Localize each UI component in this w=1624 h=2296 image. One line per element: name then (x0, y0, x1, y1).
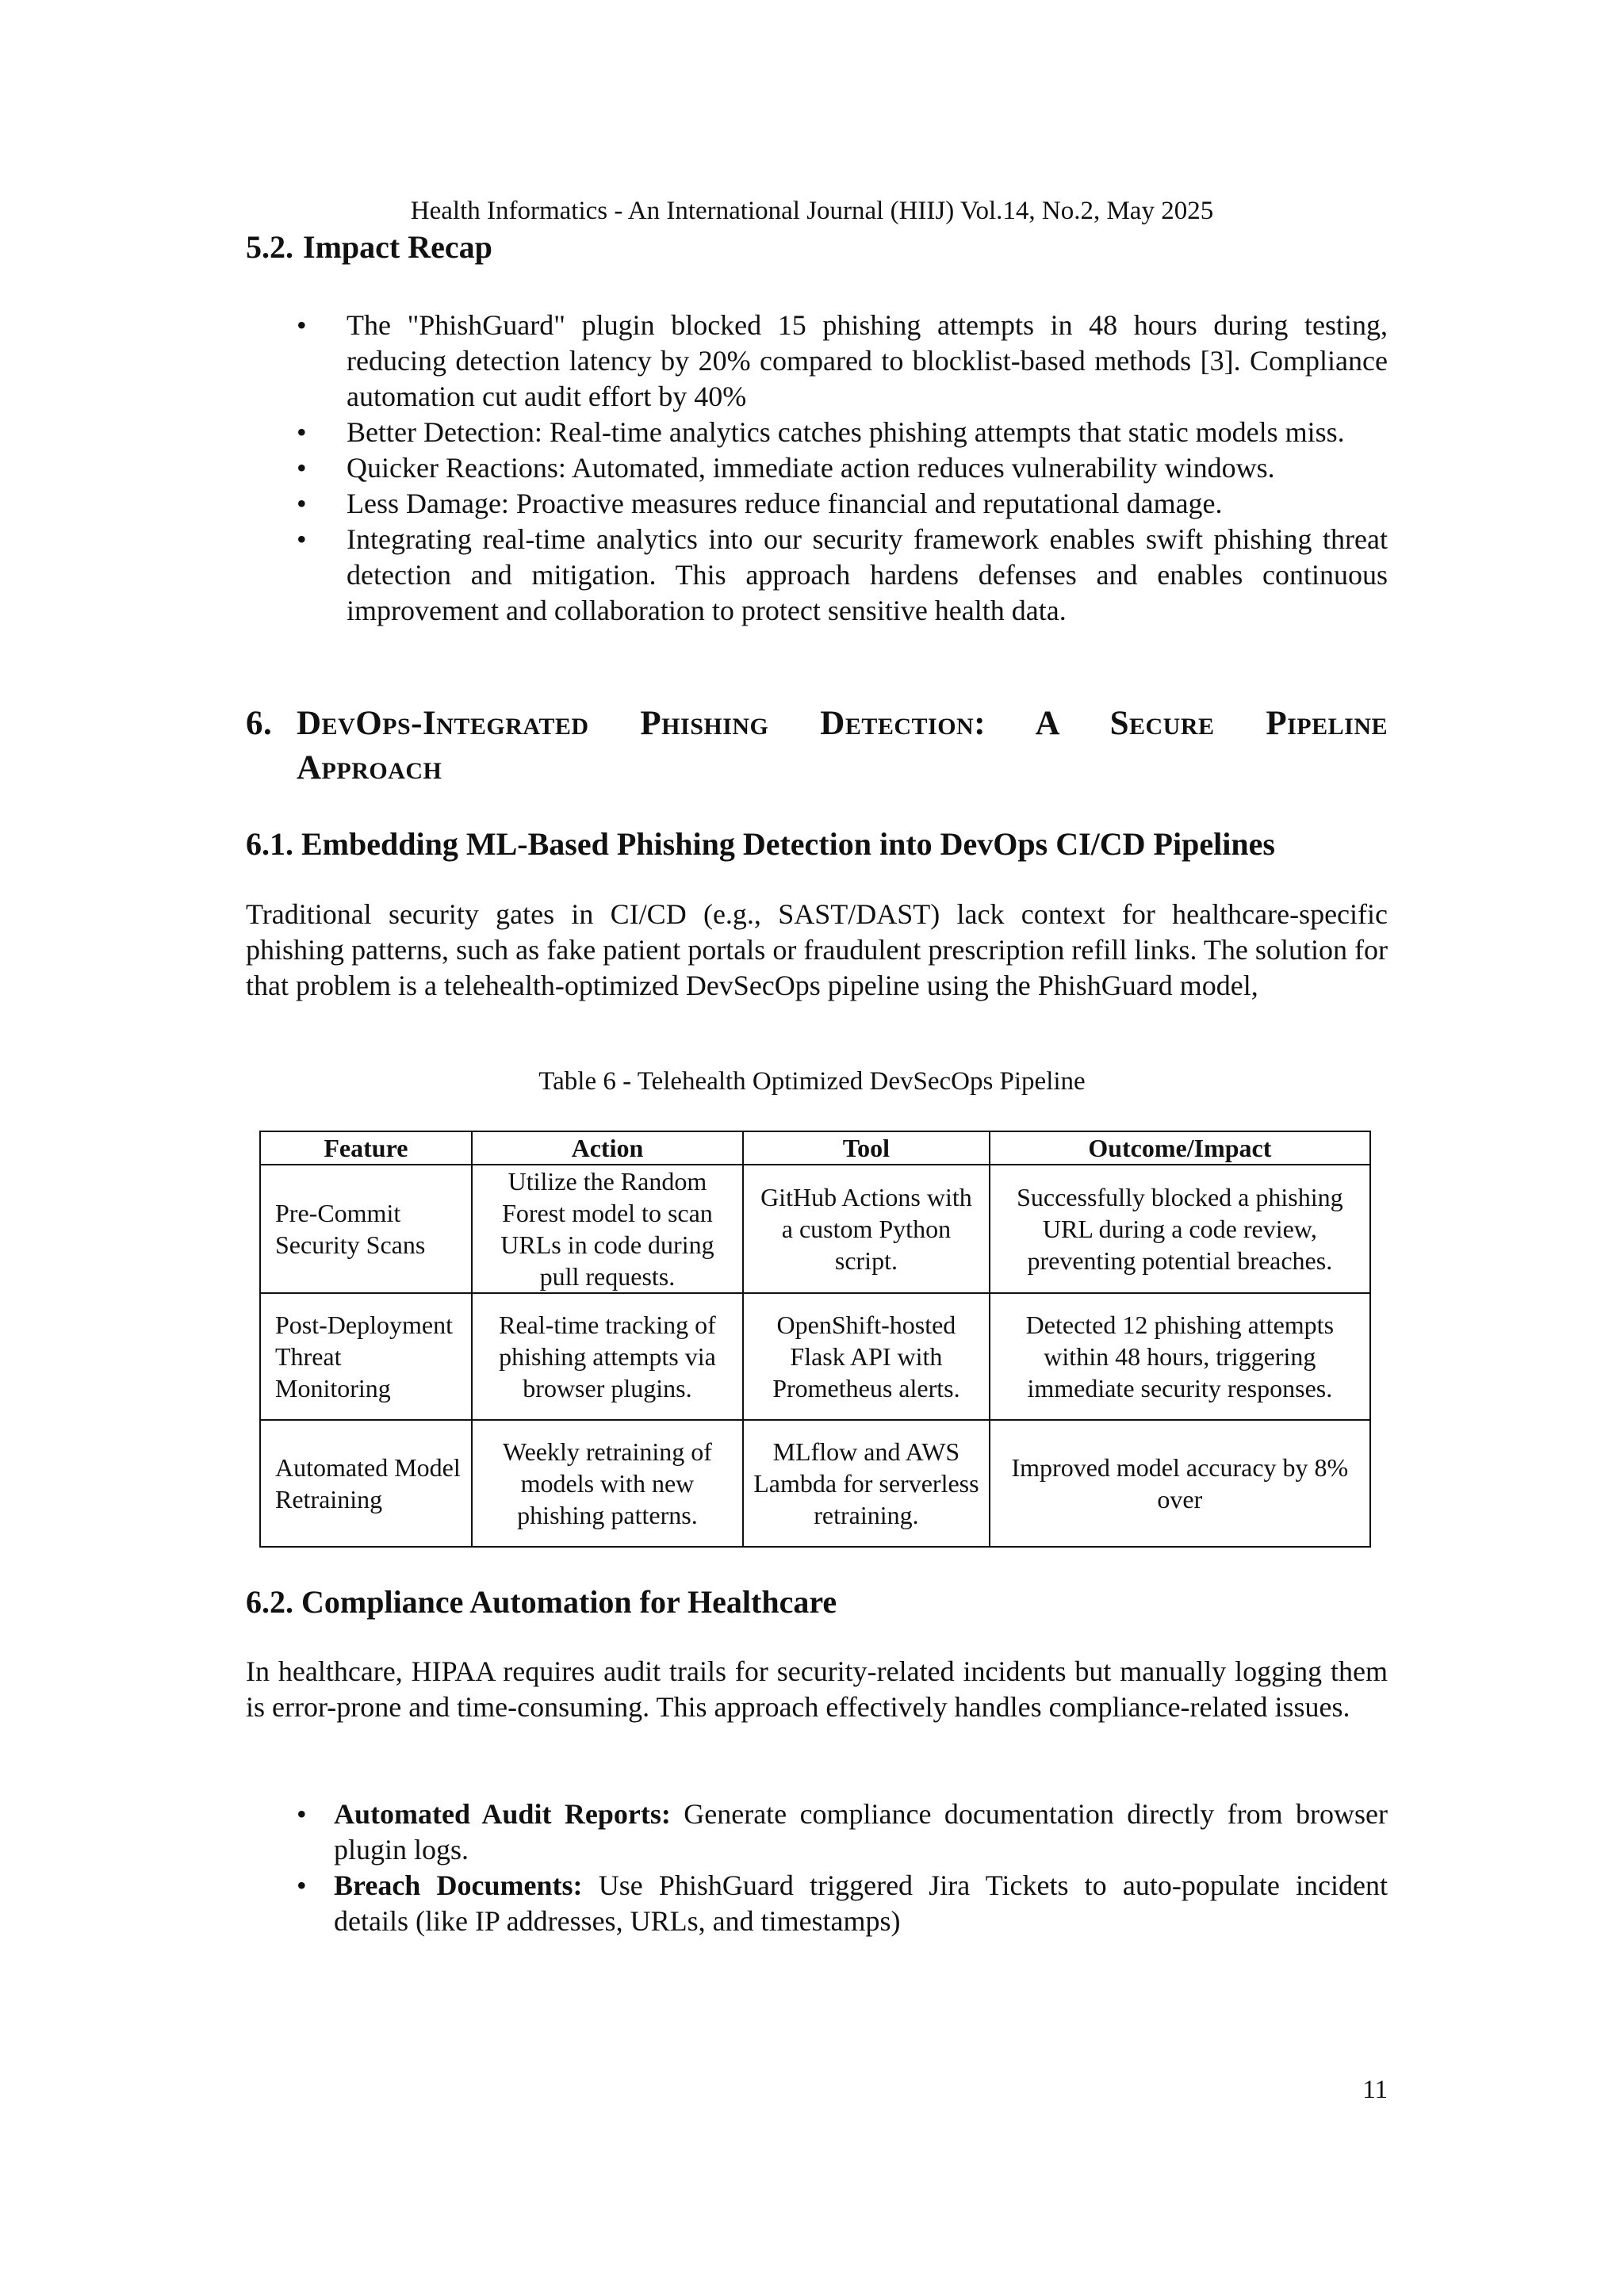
list-item: • Integrating real-time analytics into our security framework enables swift phishing threat detection and mitigation. This approach hardens defenses and enables continuous improvement and collaboration to protect sensitive health data. (297, 523, 1388, 626)
table-cell: MLflow and AWS Lambda for serverless retraining. (743, 1420, 990, 1547)
table-cell: GitHub Actions with a custom Python script. (743, 1165, 990, 1293)
table-row (260, 1293, 1370, 1420)
section-5-2-number: 5.2. (246, 229, 293, 265)
table-cell: Pre-Commit Security Scans (260, 1165, 472, 1293)
list-item: • The "PhishGuard" plugin blocked 15 phishing attempts in 48 hours during testing, reducing detection latency by 20% compared to blocklist-based methods [3]. Compliance automation cut audit effort by 40% (297, 309, 1388, 412)
running-header: Health Informatics - An International Journal (HIIJ) Vol.14, No.2, May 2025 (410, 197, 1214, 225)
table-cell: OpenShift-hosted Flask API with Prometheus alerts. (743, 1293, 990, 1420)
table-cell: Post-Deployment Threat Monitoring (260, 1293, 472, 1420)
section-5-2-heading (246, 228, 492, 266)
section-6-1-paragraph: Traditional security gates in CI/CD (e.g., SAST/DAST) lack context for healthcare-specific phishing patterns, such as fake patient portals or fraudulent prescription refill links. The solution for that problem is a telehealth-optimized DevSecOps pipeline using the PhishGuard model, (246, 898, 1388, 1001)
impact-bullet-list (297, 308, 1388, 629)
section-6-1-heading: 6.1. Embedding ML-Based Phishing Detection into DevOps CI/CD Pipelines (246, 826, 1275, 862)
table-header-row (260, 1131, 1370, 1165)
table-cell: Weekly retraining of models with new phishing patterns. (472, 1420, 743, 1547)
header-tool: Tool (743, 1131, 990, 1165)
table-cell: Improved model accuracy by 8% over (990, 1420, 1370, 1547)
header-feature: Feature (260, 1131, 472, 1165)
table-cell: Detected 12 phishing attempts within 48 hours, triggering immediate security responses. (990, 1293, 1370, 1420)
header-outcome: Outcome/Impact (990, 1131, 1370, 1165)
compliance-bullet-list (297, 1797, 1388, 1939)
table-cell: Automated Model Retraining (260, 1420, 472, 1547)
list-item: • Breach Documents: Use PhishGuard triggered Jira Tickets to auto-populate incident details (like IP addresses, URLs, and timestamps) (297, 1869, 1388, 1937)
list-item: • Automated Audit Reports: Generate compliance documentation directly from browser plugin logs. (297, 1798, 1388, 1866)
devsecops-pipeline-table (259, 1131, 1371, 1548)
list-item: • Better Detection: Real-time analytics catches phishing attempts that static models miss. (297, 416, 1345, 448)
section-6-number: 6. (246, 705, 273, 742)
table-row (260, 1165, 1370, 1293)
section-6-heading (246, 702, 1388, 791)
section-5-2-title: Impact Recap (303, 229, 492, 265)
page-number: 11 (1362, 2076, 1388, 2104)
header-action: Action (472, 1131, 743, 1165)
list-item: • Less Damage: Proactive measures reduce financial and reputational damage. (297, 488, 1223, 519)
section-6-2-heading: 6.2. Compliance Automation for Healthcare (246, 1584, 837, 1620)
table-cell: Successfully blocked a phishing URL during a code review, preventing potential breaches. (990, 1165, 1370, 1293)
table-row (260, 1420, 1370, 1547)
table-cell: Utilize the Random Forest model to scan URLs in code during pull requests. (472, 1165, 743, 1293)
table-cell: Real-time tracking of phishing attempts via browser plugins. (472, 1293, 743, 1420)
section-6-2-paragraph: In healthcare, HIPAA requires audit trails for security-related incidents but manually logging them is error-prone and time-consuming. This approach effectively handles compliance-related issues. (246, 1655, 1388, 1723)
section-6-title-line1: DevOps-Integrated Phishing Detection: A Secure Pipeline (297, 705, 1388, 742)
table-caption: Table 6 - Telehealth Optimized DevSecOps Pipeline (538, 1067, 1086, 1096)
section-6-title-line2: Approach (297, 749, 442, 786)
list-item: • Quicker Reactions: Automated, immediate action reduces vulnerability windows. (297, 452, 1275, 484)
